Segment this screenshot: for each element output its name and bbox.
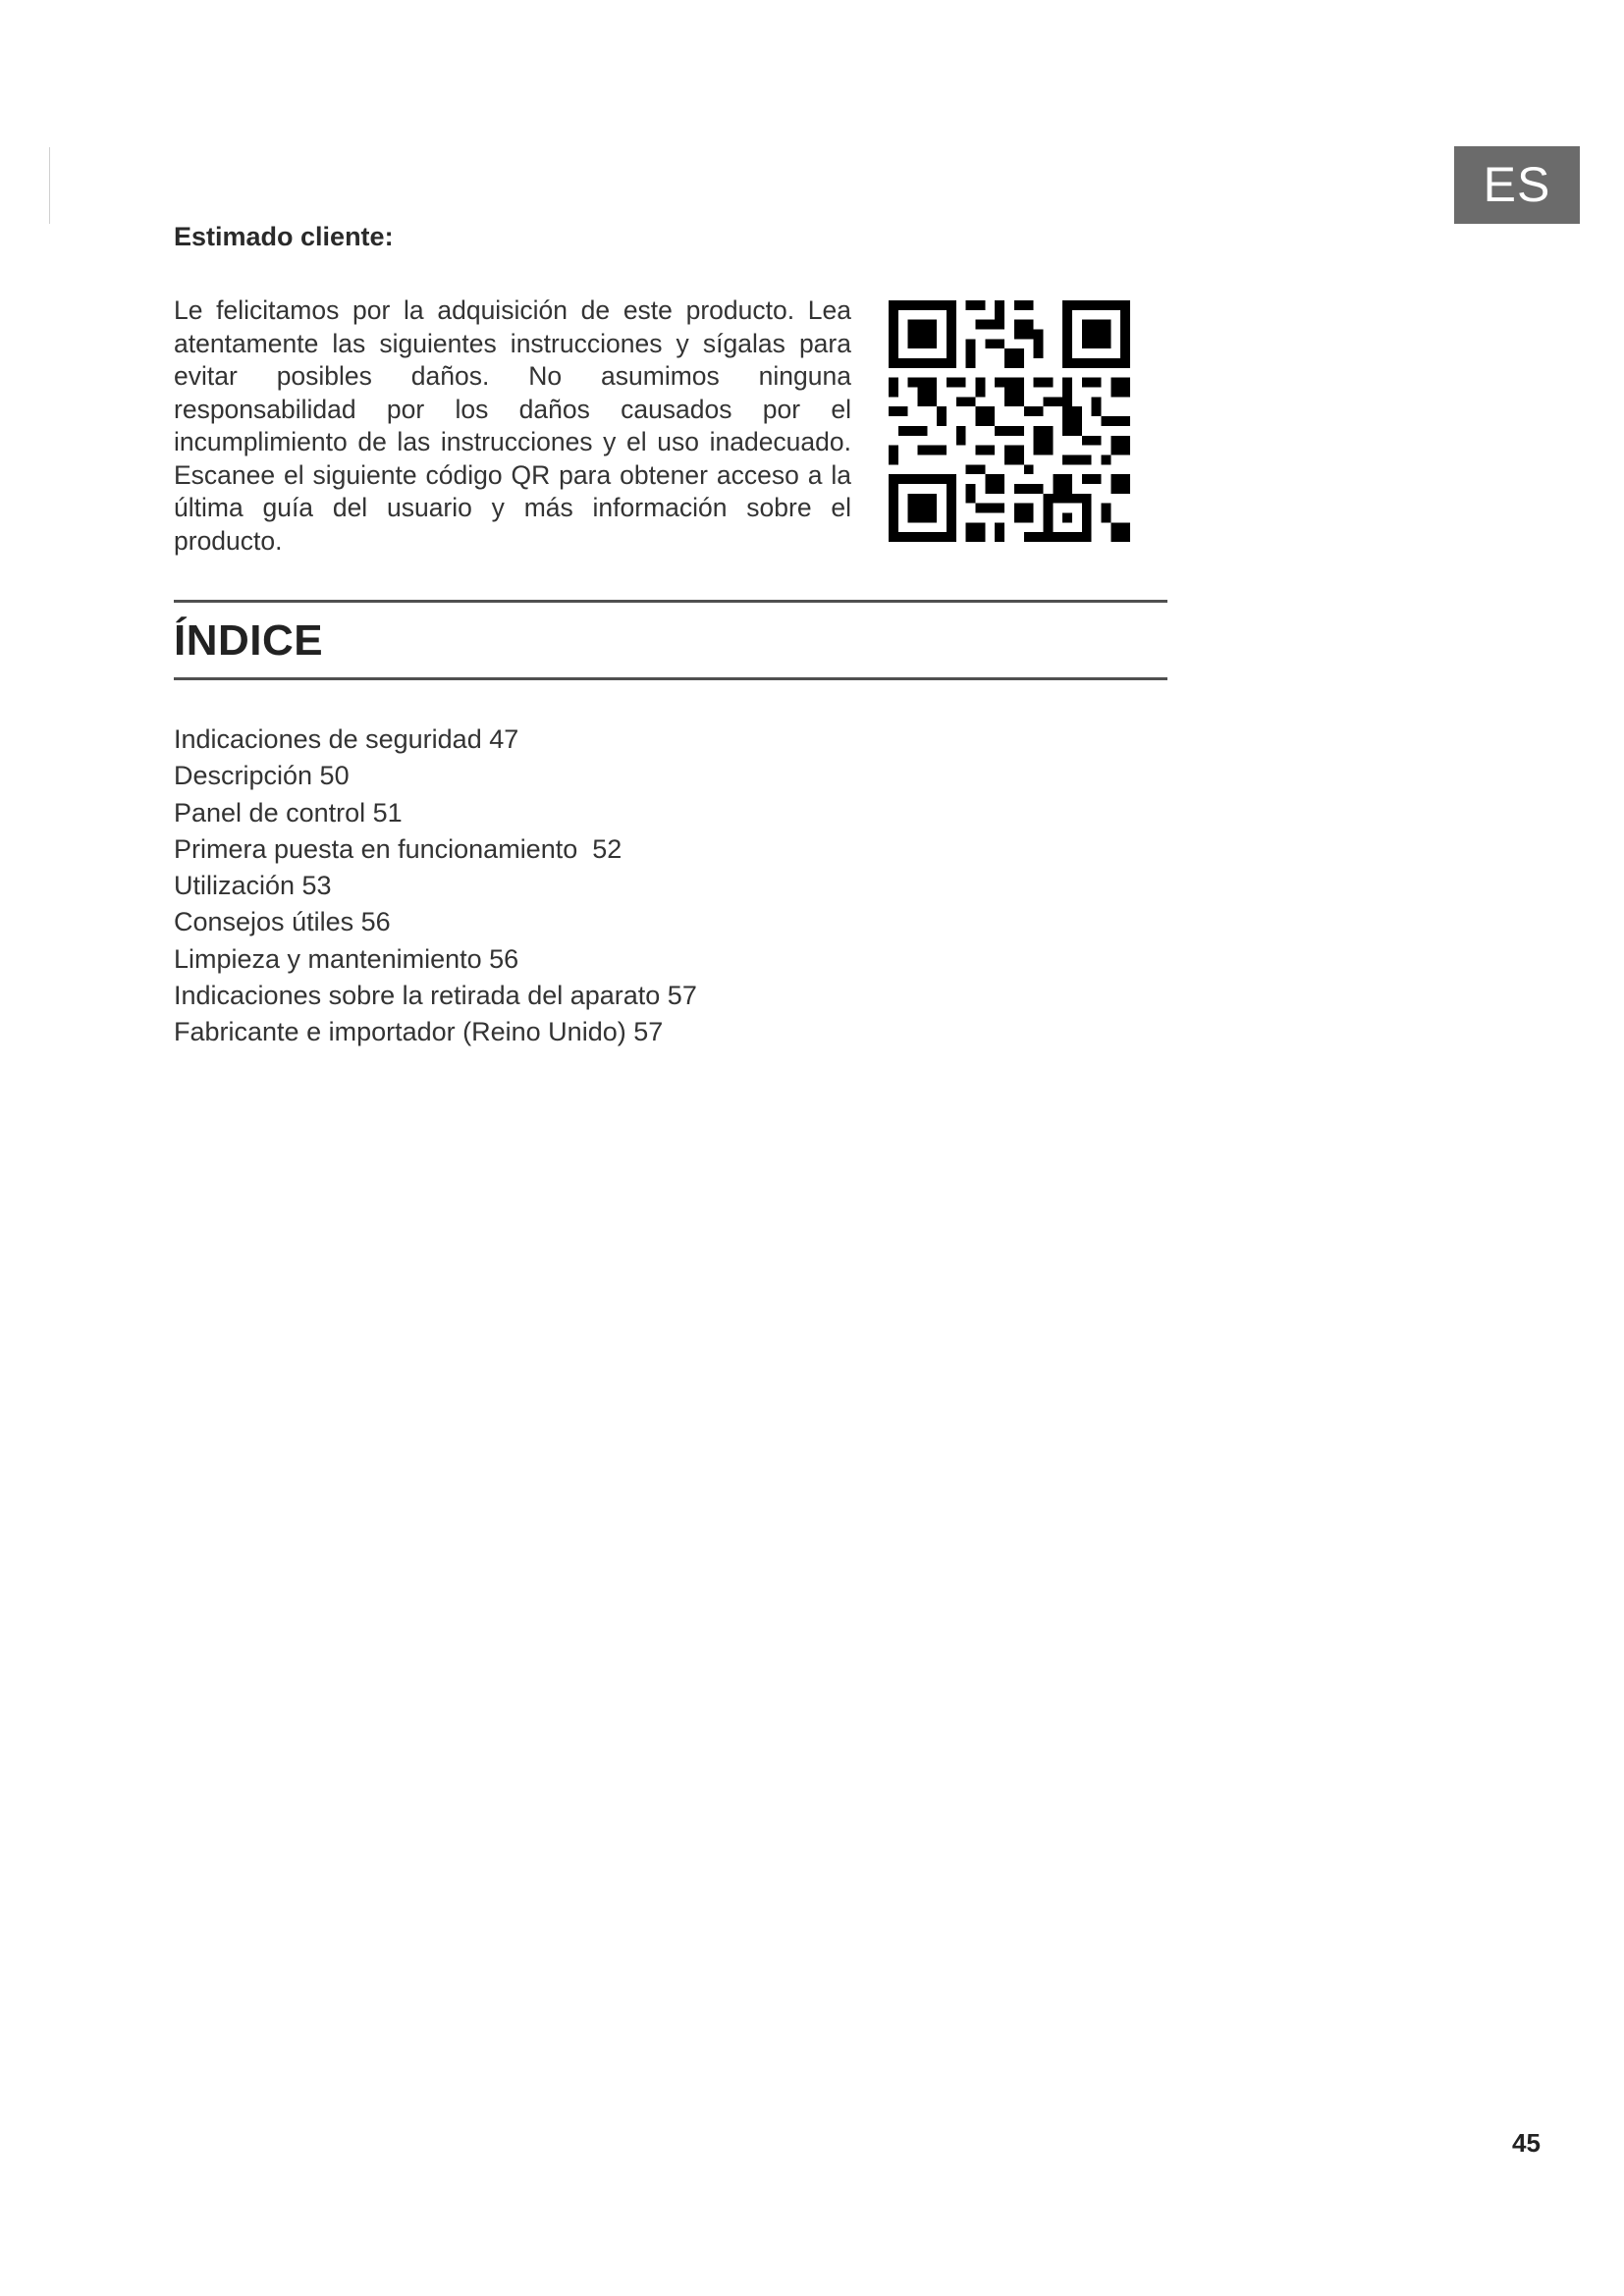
toc-entry: Fabricante e importador (Reino Unido) 57 [174, 1017, 664, 1047]
page-number: 45 [1512, 2128, 1541, 2158]
toc-entry: Panel de control 51 [174, 797, 403, 828]
qr-code-icon [889, 300, 1130, 542]
toc-entry: Descripción 50 [174, 761, 350, 791]
toc-entry: Utilización 53 [174, 871, 332, 901]
toc-entry: Limpieza y mantenimiento 56 [174, 943, 519, 974]
intro-paragraph: Le felicitamos por la adquisición de este producto. Lea atentamente las siguientes instrucciones y sígalas para evitar posibles daños. No asumimos ninguna responsabilidad por los daños causados por el incumplimiento de las instrucciones y el uso inadecuado. Escanee el siguiente código QR para obtener acceso a la última guía del usuario y más información sobre el producto. [174, 295, 851, 556]
index-rule-bottom [174, 677, 1167, 680]
table-of-contents [174, 721, 697, 1051]
index-section [174, 600, 1167, 680]
greeting: Estimado cliente: [174, 222, 394, 251]
toc-entry: Consejos útiles 56 [174, 907, 391, 937]
toc-entry: Indicaciones sobre la retirada del aparato 57 [174, 981, 697, 1011]
toc-entry: Primera puesta en funcionamiento 52 [174, 833, 623, 864]
index-title: ÍNDICE [174, 616, 324, 665]
language-tab: ES [1454, 146, 1580, 224]
toc-entry: Indicaciones de seguridad 47 [174, 724, 519, 754]
qr-code [889, 300, 1130, 542]
margin-rule [49, 147, 50, 224]
